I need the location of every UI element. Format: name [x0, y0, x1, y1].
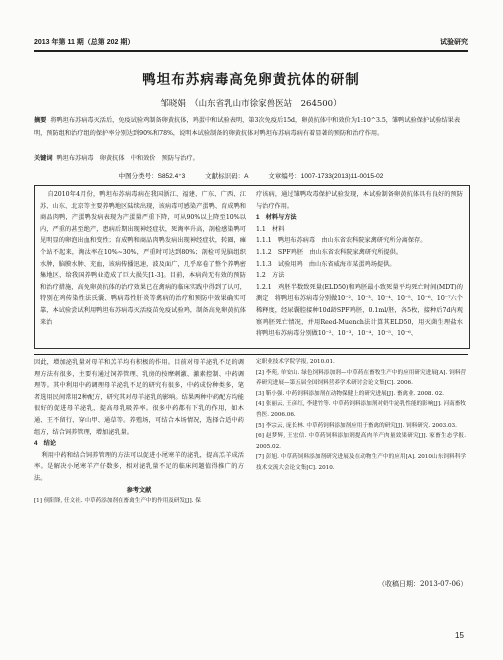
section-divider: [34, 354, 468, 355]
keywords-text: 鸭坦布苏病毒 卵黄抗体 中和效价 预防与治疗。: [56, 155, 199, 162]
keywords: [34, 153, 468, 164]
methods-paragraph-sh: 1.1.1 鸭坦布苏病毒 由山东省农科院家禽研究所分离保存。: [256, 237, 427, 245]
methods-paragraph-h: 1 材料与方法: [256, 214, 297, 222]
article-title: 鸭坦布苏病毒高免卵黄抗体的研制: [142, 72, 360, 88]
reference-item-ref: [3] 靳小强. 中药饲料添加剂在动物保健上的研究进展[J]. 畜禽业. 2008. 02.: [256, 390, 444, 397]
references-column: [256, 357, 466, 474]
reference-item-ref: [4] 张丽云, 王彦红, 李建竹等. 中草药饲料添加剂对奶牛泌乳性能的影响[J]. 河南畜牧兽医. 2006.06.: [256, 401, 466, 418]
clc-number: 中图分类号：S852.4⁺3: [118, 173, 186, 180]
methods-paragraph-sh: 1.2.1 鸡胚半数致死量(ELD50)和鸡胚最小致死量平均死亡时间(MDT)的测定 将鸭坦布苏病毒分别做10⁻²、10⁻³、10⁻⁴、10⁻⁵、10⁻⁶、10⁻⁷六个稀释度，经尿囊腔接种10d龄SPF鸡胚，0.1ml/胚，各5枚，接种后7d内观察鸡胚死亡情况，并用Reed-Muench法计算其ELD50，用灭菌生理盐水将鸭坦布苏病毒分别做10⁻²、10⁻³、10⁻⁴、10⁻⁵、10⁻⁶、: [256, 283, 463, 338]
running-header: [34, 37, 468, 50]
methods-paragraph-sh: 1.1 材料: [256, 225, 285, 233]
conclusion-paragraph-p: 利用中药和结合饲养管理的方法可以促进小尾寒羊的泌乳，提高羔羊成活率。是解决小尾寒羊产仔数多，相对泌乳量不足的临床问题值得推广的方法。: [34, 451, 244, 482]
methods-paragraph-sh: 1.1.2 SPF鸡胚 由山东省农科院家禽研究所提供。: [256, 248, 403, 256]
section-label: 试验研究: [440, 39, 468, 46]
classification-line: [34, 171, 468, 180]
reference-item-ref: [6] 赵梦辉, 王宏信. 中草药饲料添加剂提高肉羊产肉量效果研究[J]. 家畜生态学报. 2005.02.: [256, 433, 466, 450]
journal-issue: 2013 年第 11 期（总第 202 期）: [34, 39, 135, 46]
intro-paragraph: 自2010年4月份，鸭坦布苏病毒病在我国浙江、福建、广东、广西、江苏、山东、北京等主要养鸭地区陆续出现，该病毒可感染产蛋鸭、育成鸭和商品肉鸭，产蛋鸭发病表现为产蛋量严重下降，可从90%以上降至10%以内，严重的甚至绝产，患病后期出现神经症状，死淘率升高，剖检感染鸭可见明显的卵泡出血和变性；育成鸭和商品肉鸭发病出现神经症状，转圈，瘫个站不起来，淘汰率在10%~30%，严重时可达到80%；剖检可见脑组织水肿，脑膜水肿、充血，该病传播迅速，波及面广，几乎席卷了整个养鸭密集地区，给我国养鸭业造成了巨大损失[1-3]。目前，本病尚无有效的预防和治疗措施，高免卵黄抗体的治疗效果已在禽病的临床实践中得到了认可，特别在鸡传染性法氏囊、鸭病毒性肝炎等禽病的治疗和预防中效果确实可靠，本试验尝试利用鸭坦布苏病毒灭活疫苗免疫试验鸡，制备高免卵黄抗体来治: [40, 191, 246, 326]
document-code: 文献标识码：A: [205, 173, 249, 180]
article-number: 文章编号：1007-1733(2013)11-0015-02: [268, 173, 384, 180]
methods-paragraph-sh: 1.2 方法: [256, 272, 285, 280]
conclusion-paragraph-ctr: 参考文献: [126, 486, 152, 494]
reference-item-ref: 定职业技术学院学报, 2010.01.: [256, 359, 335, 365]
conclusion-paragraph-cont: 因此，增加泌乳量对母羊和羔羊均有积极的作用。目前对母羊泌乳不足的调理方法有很多，主要有通过饲养管理、乳房的按摩刺激、激素控制、中药调理等。其中利用中药调理母羊泌乳不足的研究有很多，中药成份种类多，笔者选用民间常用2种配方，研究其对母羊泌乳的影响。结果两种中药配方均能很好的促进母羊泌乳，提高母乳吸养率。很多中药都有下乳的作用，如木通、王不留行、穿山甲、通草等。养殖场，可结合本场情况，选择合适中药组方，结合饲养管理，增加泌乳量。: [34, 359, 244, 436]
abstract-text: 将鸭坦布苏病毒灭活后，免疫试验鸡制备卵黄抗体，鸡蛋中和试验表明，第3次免疫后15d，卵黄抗体中和效价为1:10^3.5，雏鸭试验保护试验结果表明，预防组和治疗组的保护率分别达到90%和78%，说明本试验制备的卵黄抗体对鸭坦布苏病毒病有着显著的预防和治疗作用。: [34, 117, 461, 137]
conclusion-paragraph-ref: [1] 侯阳锋, 任文社. 中草药添加剂在畜禽生产中的作用及研发[J]. 保: [34, 498, 201, 505]
conclusion-paragraph-h: 4 结论: [34, 440, 57, 448]
received-date: （收稿日期：2013-07-06）: [378, 580, 468, 588]
page-number: 15: [455, 631, 464, 640]
header-rule: [34, 50, 468, 52]
methods-paragraph-cont: 疗该病，通过雏鸭攻毒保护试验发现，本试验制备卵黄抗体具有良好的预防与治疗作用。: [256, 191, 463, 210]
conclusion-column: [34, 357, 244, 507]
author-line: 邹晓娟 （山东省乳山市徐家兽医站 264500）: [160, 99, 342, 109]
abstract-label: 摘要: [34, 117, 47, 124]
intro-column: [40, 189, 246, 328]
methods-paragraph-sh: 1.1.3 试验用鸡 由山东省威海市某蛋鸡场提供。: [256, 260, 396, 268]
keywords-label: 关键词: [34, 155, 53, 162]
reference-item-ref: [5] 李宗云, 庞长林. 中草药饲料添加剂应用于畜禽的研究[J]. 饲料研究. 2003.03.: [256, 422, 457, 429]
reference-item-ref: [2] 李苑, 单安山. 绿色饲料添加剂—中草药在畜牧生产中的应用研究进展[A]. 饲料营养研究进展—第五届全国饲料营养学术研讨会论文集[C]. 2006.: [256, 369, 466, 387]
reference-item-ref: [7] 彭旭. 中草药饲料添加剂研究进展及在动物生产中的应用[A]. 2010山东饲料科学技术交流大会论文集[C]. 2010.: [256, 454, 466, 471]
abstract: [34, 115, 468, 140]
methods-column: [256, 189, 463, 340]
